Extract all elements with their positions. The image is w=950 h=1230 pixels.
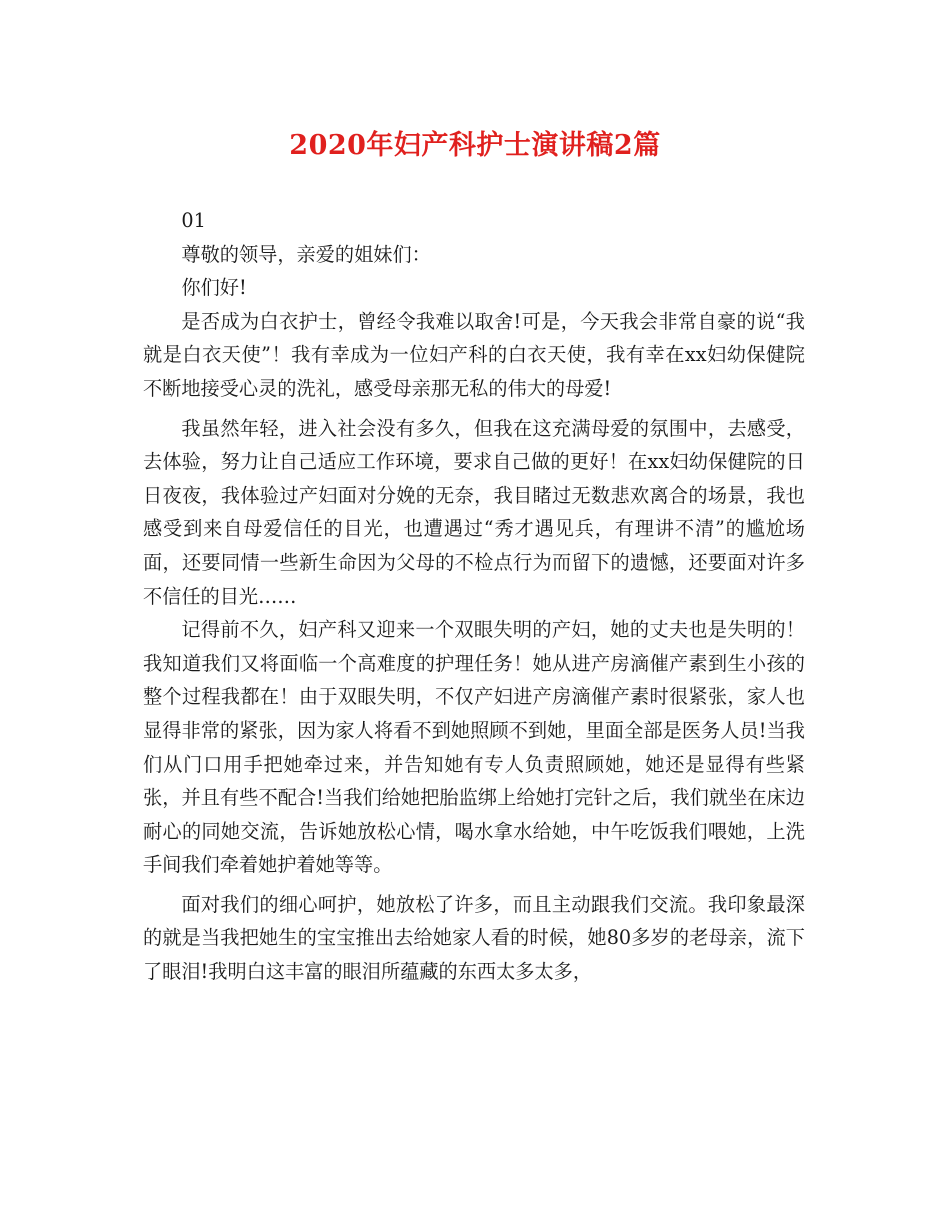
- paragraph: 记得前不久，妇产科又迎来一个双眼失明的产妇，她的丈夫也是失明的！我知道我们又将面临一个高难度的护理任务！她从进产房滴催产素到生小孩的整个过程我都在！由于双眼失明，不仅产妇进产房滴催产素时很紧张，家人也显得非常的紧张，因为家人将看不到她照顾不到她，里面全部是医务人员!当我们从门口用手把她牵过来，并告知她有专人负责照顾她，她还是显得有些紧张，并且有些不配合!当我们给她把胎监绑上给她打完针之后，我们就坐在床边耐心的同她交流，告诉她放松心情，喝水拿水给她，中午吃饭我们喂她，上洗手间我们牵着她护着她等等。: [143, 618, 805, 877]
- paragraph: 我虽然年轻，进入社会没有多久，但我在这充满母爱的氛围中，去感受，去体验，努力让自己适应工作环境，要求自己做的更好！在xx妇幼保健院的日日夜夜，我体验过产妇面对分娩的无奈，我目睹过无数悲欢离合的场景，我也感受到来自母爱信任的目光，也遭遇过“秀才遇见兵，有理讲不清”的尴尬场面，还要同情一些新生命因为父母的不检点行为而留下的遗憾，还要面对许多不信任的目光……: [143, 416, 805, 608]
- paragraph-greeting: 你们好!: [181, 276, 247, 300]
- document-body: [143, 204, 805, 989]
- paragraph: 是否成为白衣护士，曾经令我难以取舍!可是，今天我会非常自豪的说“我就是白衣天使”！我有幸成为一位妇产科的白衣天使，我有幸在xx妇幼保健院不断地接受心灵的洗礼，感受母亲那无私的伟大的母爱!: [143, 309, 805, 400]
- paragraph-salutation: 尊敬的领导，亲爱的姐妹们：: [181, 242, 431, 266]
- paragraph: 面对我们的细心呵护，她放松了许多，而且主动跟我们交流。我印象最深的就是当我把她生的宝宝推出去给她家人看的时候，她80多岁的老母亲，流下了眼泪!我明白这丰富的眼泪所蕴藏的东西太多太多，: [143, 892, 805, 984]
- paragraph-section-number: 01: [181, 209, 206, 232]
- document-title: 2020年妇产科护士演讲稿2篇: [289, 130, 661, 161]
